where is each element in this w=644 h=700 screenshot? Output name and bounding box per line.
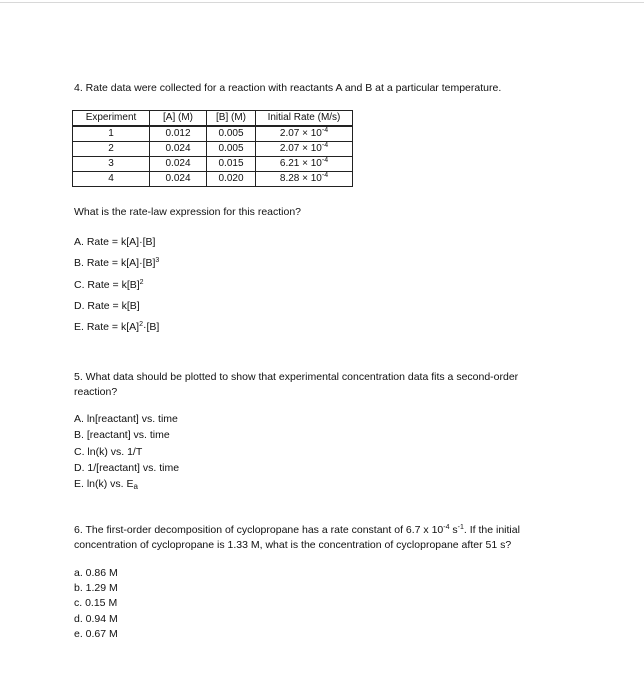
answer-option[interactable]	[74, 278, 159, 299]
question-6-options	[74, 566, 118, 642]
answer-option[interactable]: d. 0.94 M	[74, 612, 118, 625]
cell-experiment: 4	[73, 172, 150, 187]
answer-option[interactable]	[74, 412, 179, 428]
option-text: A. Rate = k[A]·[B]	[74, 236, 156, 248]
stem-text: s	[449, 524, 458, 536]
cell-conc-b: 0.020	[207, 172, 256, 187]
option-tail: ·[B]	[142, 321, 160, 334]
option-text: C. ln(k) vs. 1/T	[74, 445, 143, 458]
cell-experiment: 1	[73, 126, 150, 142]
table-row	[73, 157, 353, 172]
cell-initial-rate	[256, 126, 353, 142]
option-exponent: 2	[139, 321, 143, 329]
answer-option[interactable]	[74, 461, 179, 477]
cell-conc-a: 0.012	[150, 126, 207, 142]
option-text: E. ln(k) vs. E	[74, 478, 134, 491]
top-divider	[0, 2, 644, 3]
option-text: E. Rate = k[A]	[74, 321, 140, 334]
answer-option[interactable]	[74, 428, 179, 444]
cell-conc-a: 0.024	[150, 157, 207, 172]
rate-exponent: -4	[321, 127, 329, 134]
rate-mantissa: 8.28 × 10	[279, 173, 322, 184]
question-4-prompt: What is the rate-law expression for this reaction?	[74, 206, 302, 218]
cell-conc-b: 0.005	[207, 142, 256, 157]
col-header-initial-rate: Initial Rate (M/s)	[256, 111, 353, 127]
rate-mantissa: 2.07 × 10	[279, 128, 322, 139]
question-5-stem: 5. What data should be plotted to show that experimental concentration data fits a second-order reaction?	[74, 371, 519, 398]
option-text: D. 1/[reactant] vs. time	[74, 461, 180, 474]
cell-conc-a: 0.024	[150, 172, 207, 187]
answer-option[interactable]	[74, 235, 159, 256]
question-4-text: 4. Rate data were collected for a reaction with reactants A and B at a particular temperature.	[74, 82, 502, 94]
table-row	[73, 142, 353, 157]
cell-experiment: 2	[73, 142, 150, 157]
answer-option[interactable]	[74, 320, 159, 341]
option-text: C. Rate = k[B]	[74, 278, 140, 291]
table-row	[73, 126, 353, 142]
cell-initial-rate	[256, 172, 353, 187]
stem-text: 6. The first-order decomposition of cyclopropane has a rate constant of 6.7 x 10	[74, 524, 444, 536]
answer-option[interactable]: e. 0.67 M	[74, 627, 118, 640]
cell-conc-b: 0.005	[207, 126, 256, 142]
option-text: B. [reactant] vs. time	[74, 429, 170, 442]
answer-option[interactable]	[74, 256, 159, 277]
answer-option[interactable]: c. 0.15 M	[74, 597, 118, 610]
stem-text: . If the initial concentration of cyclopropane is 1.33 M, what is the concentration of cyclopropane after 51 s?	[74, 524, 520, 551]
table-header-row	[73, 111, 353, 127]
answer-option[interactable]: a. 0.86 M	[74, 567, 118, 579]
rate-mantissa: 2.07 × 10	[279, 143, 322, 154]
rate-data-table	[72, 110, 353, 187]
question-5-options	[74, 412, 179, 493]
option-exponent: 3	[155, 257, 160, 265]
col-header-conc-b: [B] (M)	[207, 111, 256, 127]
option-subscript: a	[133, 482, 138, 492]
col-header-experiment: Experiment	[73, 111, 150, 127]
stem-exponent: -4	[443, 524, 450, 531]
answer-option[interactable]	[74, 299, 159, 320]
cell-experiment: 3	[73, 157, 150, 172]
rate-exponent: -4	[321, 172, 329, 179]
option-text: A. ln[reactant] vs. time	[74, 413, 178, 425]
question-6-stem	[74, 523, 554, 553]
question-4-stem	[74, 81, 604, 96]
rate-exponent: -4	[321, 142, 329, 149]
answer-option[interactable]: b. 1.29 M	[74, 582, 118, 595]
question-4-options	[74, 235, 159, 341]
rate-mantissa: 6.21 × 10	[279, 158, 322, 169]
rate-exponent: -4	[321, 157, 329, 164]
answer-option[interactable]	[74, 445, 179, 461]
cell-initial-rate	[256, 157, 353, 172]
cell-initial-rate	[256, 142, 353, 157]
stem-exponent: -1	[457, 524, 464, 531]
option-exponent: 2	[139, 278, 144, 286]
table-row	[73, 172, 353, 187]
cell-conc-b: 0.015	[207, 157, 256, 172]
col-header-conc-a: [A] (M)	[150, 111, 207, 127]
option-text: D. Rate = k[B]	[74, 299, 140, 312]
option-text: B. Rate = k[A]·[B]	[74, 257, 156, 270]
answer-option[interactable]	[74, 477, 179, 493]
cell-conc-a: 0.024	[150, 142, 207, 157]
